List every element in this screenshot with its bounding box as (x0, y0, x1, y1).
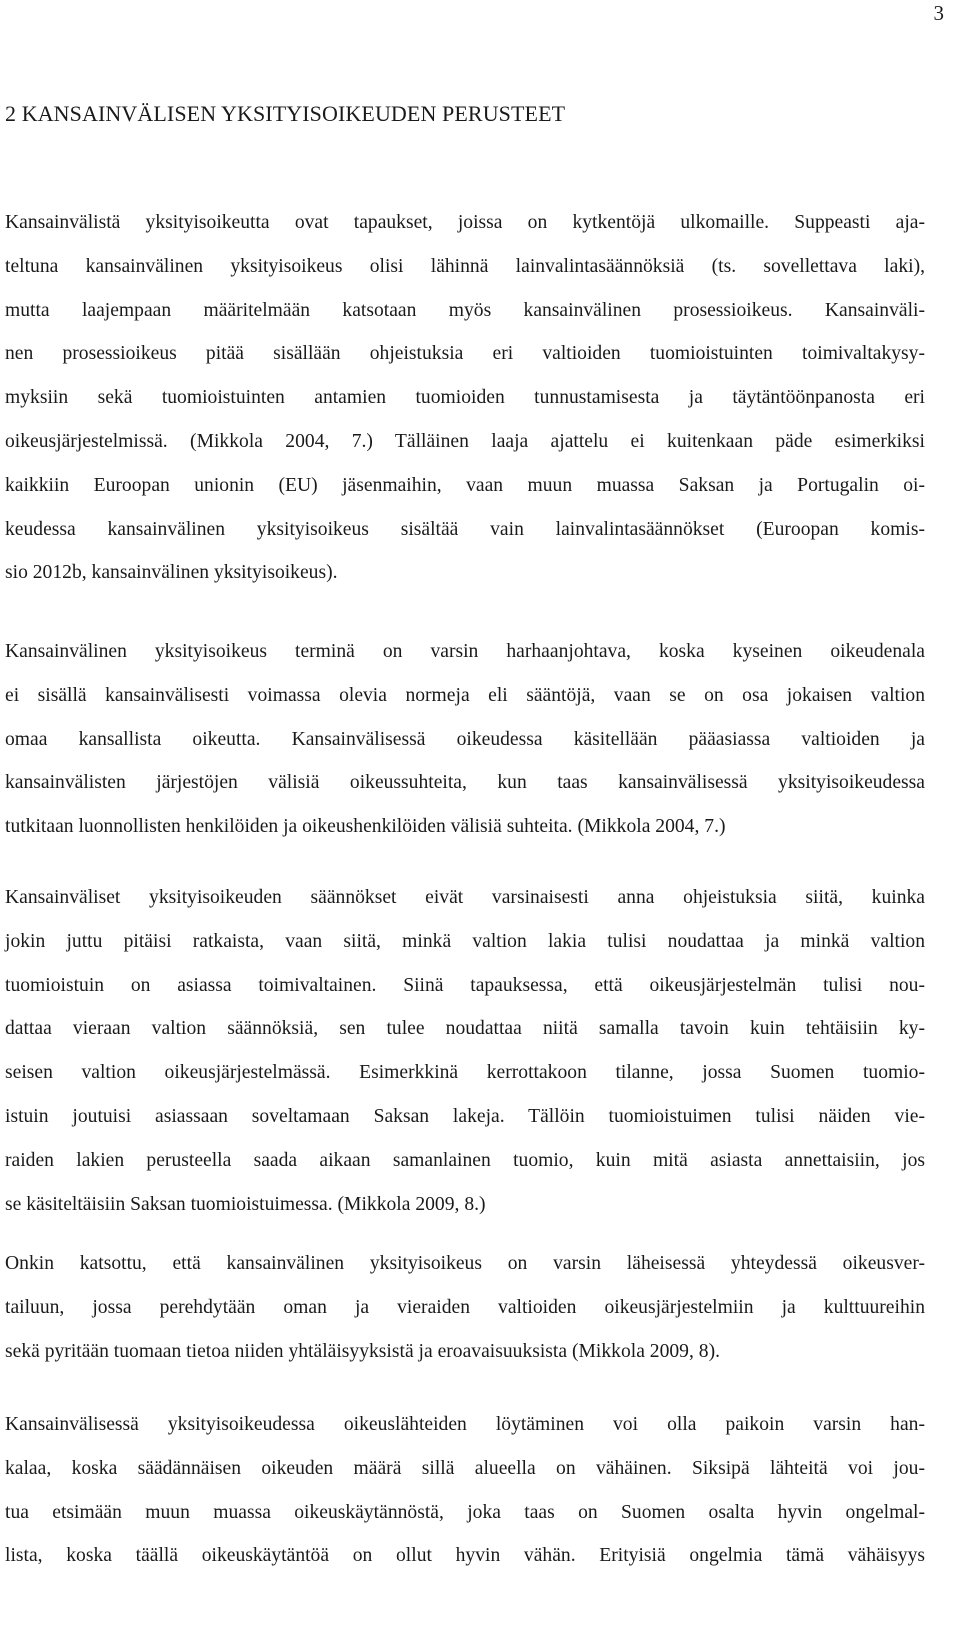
text-line: Kansainvälinen yksityisoikeus terminä on varsin harhaanjohtava, koska kyseinen oikeudenala (5, 641, 925, 662)
text-line: kansainvälisten järjestöjen välisiä oikeussuhteita, kun taas kansainvälisessä yksityisoikeudessa (5, 772, 925, 794)
text-line: sio 2012b, kansainvälinen yksityisoikeus). (5, 562, 338, 584)
paragraph-1 (5, 201, 925, 595)
text-line: raiden lakien perusteella saada aikaan samanlainen tuomio, kuin mitä asiasta annettaisiin, jos (5, 1149, 925, 1171)
text-line: lista, koska täällä oikeuskäytäntöä on ollut hyvin vähän. Erityisiä ongelmia tämä vähäisyys (5, 1545, 925, 1567)
text-line: tailuun, jossa perehdytään oman ja vieraiden valtioiden oikeusjärjestelmiin ja kulttuureihin (5, 1296, 925, 1318)
text-line: Onkin katsottu, että kansainvälinen yksityisoikeus on varsin läheisessä yhteydessä oikeusver- (5, 1253, 925, 1274)
text-line: se käsiteltäisiin Saksan tuomioistuimessa. (Mikkola 2009, 8.) (5, 1193, 486, 1215)
text-line: kalaa, koska säädännäisen oikeuden määrä sillä alueella on vähäinen. Siksipä lähteitä voi jou- (5, 1457, 925, 1479)
text-line: Kansainväliset yksityisoikeuden säännökset eivät varsinaisesti anna ohjeistuksia siitä, kuinka (5, 887, 925, 908)
text-line: seisen valtion oikeusjärjestelmässä. Esimerkkinä kerrottakoon tilanne, jossa Suomen tuomio- (5, 1062, 925, 1084)
text-line: jokin juttu pitäisi ratkaista, vaan siitä, minkä valtion lakia tulisi noudattaa ja minkä valtion (5, 930, 925, 952)
text-line: omaa kansallista oikeutta. Kansainvälisessä oikeudessa käsitellään pääasiassa valtioiden ja (5, 728, 925, 750)
paragraph-2 (5, 630, 925, 849)
section-heading: 2 KANSAINVÄLISEN YKSITYISOIKEUDEN PERUSTEET (5, 101, 566, 126)
text-line: myksiin sekä tuomioistuinten antamien tuomioiden tunnustamisesta ja täytäntöönpanosta eri (5, 387, 925, 409)
text-line: tua etsimään muun muassa oikeuskäytännöstä, joka taas on Suomen osalta hyvin ongelmal- (5, 1501, 925, 1523)
text-line: sekä pyritään tuomaan tietoa niiden yhtäläisyyksistä ja eroavaisuuksista (Mikkola 2009, 8). (5, 1340, 720, 1362)
text-line: teltuna kansainvälinen yksityisoikeus olisi lähinnä lainvalintasäännöksiä (ts. sovellettava laki), (5, 255, 925, 277)
text-line: oikeusjärjestelmissä. (Mikkola 2004, 7.) Tälläinen laaja ajattelu ei kuitenkaan päde esimerkiksi (5, 430, 925, 452)
text-line: Kansainvälisessä yksityisoikeudessa oikeuslähteiden löytäminen voi olla paikoin varsin han- (5, 1414, 925, 1435)
text-line: kaikkiin Euroopan unionin (EU) jäsenmaihin, vaan muun muassa Saksan ja Portugalin oi- (5, 474, 925, 496)
paragraph-5 (5, 1403, 925, 1578)
text-line: mutta laajempaan määritelmään katsotaan myös kansainvälinen prosessioikeus. Kansainväli- (5, 299, 925, 321)
text-line: tuomioistuin on asiassa toimivaltainen. Siinä tapauksessa, että oikeusjärjestelmän tulisi nou- (5, 974, 925, 996)
page-number: 3 (933, 1, 944, 25)
text-line: dattaa vieraan valtion säännöksiä, sen tulee noudattaa niitä samalla tavoin kuin tehtäisiin ky- (5, 1018, 925, 1040)
text-line: nen prosessioikeus pitää sisällään ohjeistuksia eri valtioiden tuomioistuinten toimivaltakysy- (5, 343, 925, 365)
text-line: keudessa kansainvälinen yksityisoikeus sisältää vain lainvalintasäännökset (Euroopan komis- (5, 518, 925, 540)
text-line: tutkitaan luonnollisten henkilöiden ja oikeushenkilöiden välisiä suhteita. (Mikkola 2004, 7.) (5, 816, 726, 838)
text-line: ei sisällä kansainvälisesti voimassa olevia normeja eli sääntöjä, vaan se on osa jokaisen valtion (5, 684, 925, 706)
text-line: istuin joutuisi asiassaan soveltamaan Saksan lakeja. Tällöin tuomioistuimen tulisi näiden vie- (5, 1105, 925, 1127)
paragraph-3 (5, 876, 925, 1226)
text-line: Kansainvälistä yksityisoikeutta ovat tapaukset, joissa on kytkentöjä ulkomaille. Suppeasti aja- (5, 212, 925, 233)
paragraph-4 (5, 1242, 925, 1373)
